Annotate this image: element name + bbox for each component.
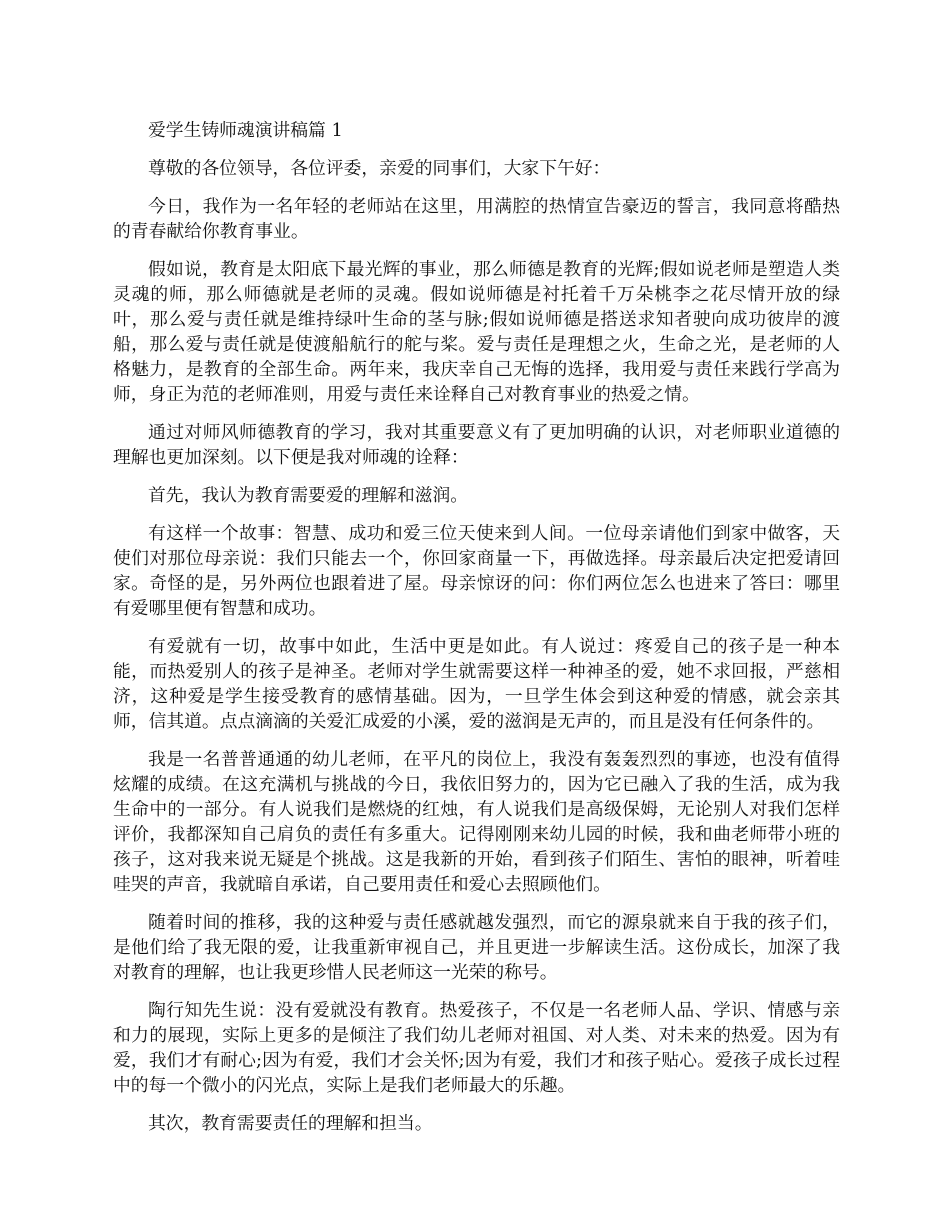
paragraph: 有爱就有一切，故事中如此，生活中更是如此。有人说过：疼爱自己的孩子是一种本能，而热爱别人的孩子是神圣。老师对学生就需要这样一种神圣的爱，她不求回报，严慈相济，这种爱是学生接受教育的感情基础。因为，一旦学生体会到这种爱的情感，就会亲其师，信其道。点点滴滴的关爱汇成爱的小溪，爱的滋润是无声的，而且是没有任何条件的。 <box>113 636 840 732</box>
paragraph: 随着时间的推移，我的这种爱与责任感就越发强烈，而它的源泉就来自于我的孩子们，是他们给了我无限的爱，让我重新审视自己，并且更进一步解读生活。这份成长，加深了我对教育的理解，也让我更珍惜人民老师这一光荣的称号。 <box>113 912 840 983</box>
paragraph: 有这样一个故事：智慧、成功和爱三位天使来到人间。一位母亲请他们到家中做客，天使们对那位母亲说：我们只能去一个，你回家商量一下，再做选择。母亲最后决定把爱请回家。奇怪的是，另外两位也跟着进了屋。母亲惊讶的问：你们两位怎么也进来了答曰：哪里有爱哪里便有智慧和成功。 <box>113 523 840 619</box>
paragraph: 陶行知先生说：没有爱就没有教育。热爱孩子，不仅是一名老师人品、学识、情感与亲和力的展现，实际上更多的是倾注了我们幼儿老师对祖国、对人类、对未来的热爱。因为有爱，我们才有耐心;因为有爱，我们才会关怀;因为有爱，我们才和孩子贴心。爱孩子成长过程中的每一个微小的闪光点，实际上是我们老师最大的乐趣。 <box>113 1000 840 1096</box>
paragraph: 通过对师风师德教育的学习，我对其重要意义有了更加明确的认识，对老师职业道德的理解也更加深刻。以下便是我对师魂的诠释： <box>113 422 840 468</box>
document-body <box>113 118 840 1149</box>
paragraph: 我是一名普普通通的幼儿老师，在平凡的岗位上，我没有轰轰烈烈的事迹，也没有值得炫耀的成绩。在这充满机与挑战的今日，我依旧努力的，因为它已融入了我的生活，成为我生命中的一部分。有人说我们是燃烧的红烛，有人说我们是高级保姆，无论别人对我们怎样评价，我都深知自己肩负的责任有多重大。记得刚刚来幼儿园的时候，我和曲老师带小班的孩子，这对我来说无疑是个挑战。这是我新的开始，看到孩子们陌生、害怕的眼神，听着哇哇哭的声音，我就暗自承诺，自己要用责任和爱心去照顾他们。 <box>113 749 840 895</box>
paragraph: 今日，我作为一名年轻的老师站在这里，用满腔的热情宣告豪迈的誓言，我同意将酷热的青春献给你教育事业。 <box>113 196 840 242</box>
paragraph-greeting: 尊敬的各位领导，各位评委，亲爱的同事们，大家下午好： <box>148 158 611 179</box>
paragraph: 其次，教育需要责任的理解和担当。 <box>148 1113 433 1134</box>
paragraph: 假如说，教育是太阳底下最光辉的事业，那么师德是教育的光辉;假如说老师是塑造人类灵魂的师，那么师德就是老师的灵魂。假如说师德是衬托着千万朵桃李之花尽情开放的绿叶，那么爱与责任就是维持绿叶生命的茎与脉;假如说师德是搭送求知者驶向成功彼岸的渡船，那么爱与责任就是使渡船航行的舵与桨。爱与责任是理想之火，生命之光，是老师的人格魅力，是教育的全部生命。两年来，我庆幸自己无悔的选择，我用爱与责任来践行学高为师，身正为范的老师准则，用爱与责任来诠释自己对教育事业的热爱之情。 <box>113 259 840 405</box>
document-title: 爱学生铸师魂演讲稿篇 1 <box>148 120 343 141</box>
paragraph: 首先，我认为教育需要爱的理解和滋润。 <box>148 485 469 506</box>
